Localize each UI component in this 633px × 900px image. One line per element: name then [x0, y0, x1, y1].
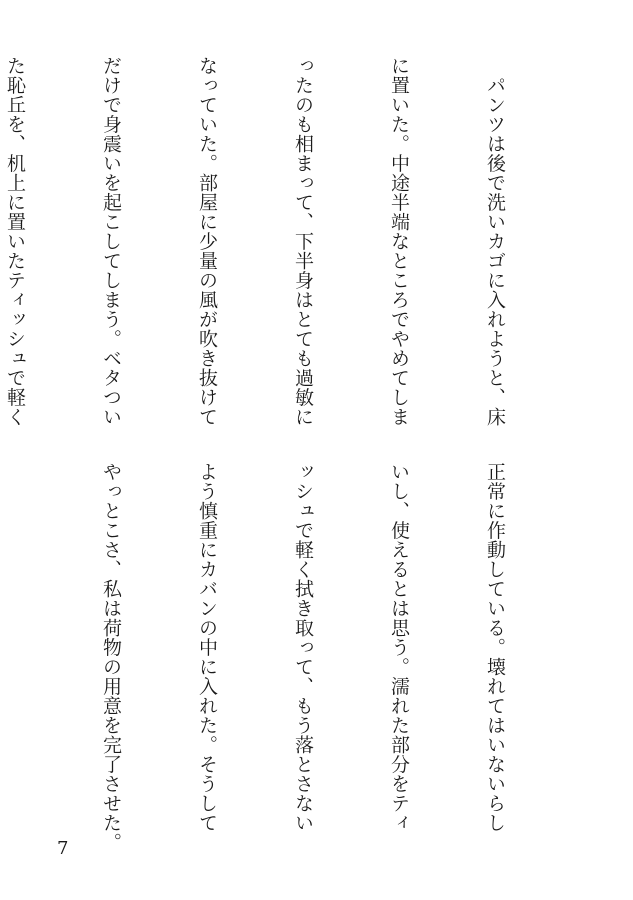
text-line: ッシュで軽く拭き取って、もう落とさない	[292, 462, 314, 833]
text-tier-upper	[4, 56, 575, 434]
text-line: いし、使えるとは思う。濡れた部分をティ	[388, 462, 410, 833]
text-line: に置いた。中途半端なところでやめてしま	[388, 56, 410, 427]
text-tier-lower	[63, 462, 575, 852]
text-line: よう慎重にカバンの中に入れた。そうして	[196, 462, 218, 833]
text-line: なっていた。部屋に少量の風が吹き抜けて	[196, 56, 218, 427]
page-number: 7	[57, 838, 69, 859]
text-line: た恥丘を、机上に置いたティッシュで軽く	[4, 56, 26, 427]
text-line: パンツは後で洗いカゴに入れようと、床	[484, 56, 506, 427]
text-line: ったのも相まって、下半身はとても過敏に	[292, 56, 314, 427]
text-line: だけで身震いを起こしてしまう。ベタつい	[100, 56, 122, 427]
text-line: 正常に作動している。壊れてはいないらし	[484, 462, 506, 833]
text-line: やっとこさ、私は荷物の用意を完了させた。	[100, 462, 122, 852]
